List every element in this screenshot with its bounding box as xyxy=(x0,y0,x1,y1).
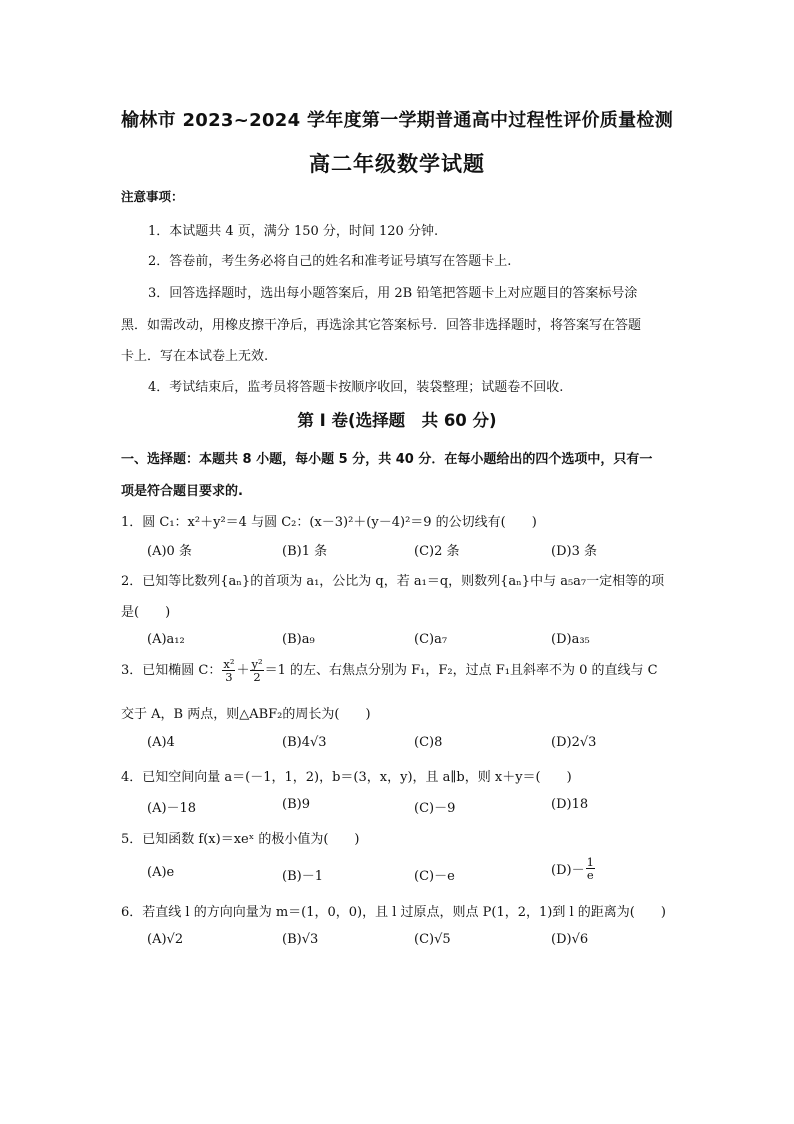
question-4-stem: 4．已知空间向量 a＝(－1，1，2)，b＝(3，x，y)，且 a∥b，则 x＋y＝( ) xyxy=(121,770,572,785)
section-instruction-line1: 一、选择题：本题共 8 小题，每小题 5 分，共 40 分．在每小题给出的四个选项中，只有一 xyxy=(121,452,653,467)
question-1-option-c: (C)2 条 xyxy=(414,544,460,559)
question-3-option-d: (D)2√3 xyxy=(551,735,597,750)
question-1-option-a: (A)0 条 xyxy=(147,544,192,559)
question-2-stem-line2: 是( ) xyxy=(121,605,171,620)
note-3-line2: 黑．如需改动，用橡皮擦干净后，再选涂其它答案标号．回答非选择题时，将答案写在答题 xyxy=(121,318,642,333)
question-6-option-d: (D)√6 xyxy=(551,932,589,947)
question-5-option-d xyxy=(551,856,596,881)
question-2-option-b: (B)a₉ xyxy=(282,632,315,647)
question-5-stem: 5．已知函数 f(x)＝xeˣ 的极小值为( ) xyxy=(121,832,360,847)
question-6-option-b: (B)√3 xyxy=(282,932,319,947)
question-1-option-d: (D)3 条 xyxy=(551,544,597,559)
question-2-stem-line1: 2．已知等比数列{aₙ}的首项为 a₁，公比为 q，若 a₁＝q，则数列{aₙ}中与 a₅a₇一定相等的项 xyxy=(121,574,665,589)
question-2-option-d: (D)a₃₅ xyxy=(551,632,590,647)
section-instruction-line2: 项是符合题目要求的. xyxy=(121,484,243,499)
notes-heading: 注意事项： xyxy=(121,189,184,204)
question-2-option-a: (A)a₁₂ xyxy=(147,632,185,647)
note-4: 4．考试结束后，监考员将答题卡按顺序收回，装袋整理；试题卷不回收. xyxy=(148,380,564,395)
question-5-option-b: (B)－1 xyxy=(282,869,323,884)
reciprocal-e-fraction xyxy=(586,856,595,881)
note-3-line3: 卡上．写在本试卷上无效. xyxy=(121,349,269,364)
question-6-stem: 6．若直线 l 的方向向量为 m＝(1，0，0)，且 l 过原点，则点 P(1，2，1)到 l 的距离为( ) xyxy=(121,905,666,920)
fraction-numerator: 1 xyxy=(586,855,594,869)
question-1-stem: 1．圆 C₁：x²＋y²＝4 与圆 C₂：(x－3)²＋(y－4)²＝9 的公切线有( ) xyxy=(121,515,537,530)
note-2: 2．答卷前，考生务必将自己的姓名和准考证号填写在答题卡上. xyxy=(148,254,512,269)
question-6-option-c: (C)√5 xyxy=(414,932,451,947)
question-1-option-b: (B)1 条 xyxy=(282,544,328,559)
ellipse-y-fraction xyxy=(250,658,263,683)
question-6-option-a: (A)√2 xyxy=(147,932,184,947)
question-3-option-b: (B)4√3 xyxy=(282,735,327,750)
exam-title-line1: 榆林市 2023~2024 学年度第一学期普通高中过程性评价质量检测 xyxy=(120,110,673,131)
question-3-option-a: (A)4 xyxy=(147,735,175,750)
fraction-numerator: y² xyxy=(251,657,263,671)
note-3-line1: 3．回答选择题时，选出每小题答案后，用 2B 铅笔把答题卡上对应题目的答案标号涂 xyxy=(148,286,638,301)
note-1: 1．本试题共 4 页，满分 150 分，时间 120 分钟. xyxy=(148,224,439,239)
question-4-option-b: (B)9 xyxy=(282,797,310,812)
option-d-prefix: (D)－ xyxy=(551,863,585,878)
question-3-stem-line1 xyxy=(121,658,658,683)
fraction-denominator: 3 xyxy=(225,670,233,684)
ellipse-x-fraction xyxy=(222,658,235,683)
question-4-option-a: (A)－18 xyxy=(147,801,197,816)
exam-title-line2: 高二年级数学试题 xyxy=(309,152,485,176)
question-5-option-a: (A)e xyxy=(147,865,175,880)
question-4-option-c: (C)－9 xyxy=(414,801,456,816)
fraction-numerator: x² xyxy=(223,657,235,671)
section-title: 第 I 卷(选择题 共 60 分) xyxy=(297,411,497,430)
fraction-denominator: e xyxy=(586,868,594,882)
question-3-stem-line2: 交于 A，B 两点，则△ABF₂的周长为( ) xyxy=(121,707,371,722)
fraction-denominator: 2 xyxy=(253,670,261,684)
plus-sign: ＋ xyxy=(236,663,250,678)
question-2-option-c: (C)a₇ xyxy=(414,632,448,647)
question-3-stem-suffix: ＝1 的左、右焦点分别为 F₁，F₂，过点 F₁且斜率不为 0 的直线与 C xyxy=(264,663,658,678)
question-3-option-c: (C)8 xyxy=(414,735,443,750)
question-3-stem-prefix: 3．已知椭圆 C： xyxy=(121,663,222,678)
question-4-option-d: (D)18 xyxy=(551,797,589,812)
question-5-option-c: (C)－e xyxy=(414,869,455,884)
